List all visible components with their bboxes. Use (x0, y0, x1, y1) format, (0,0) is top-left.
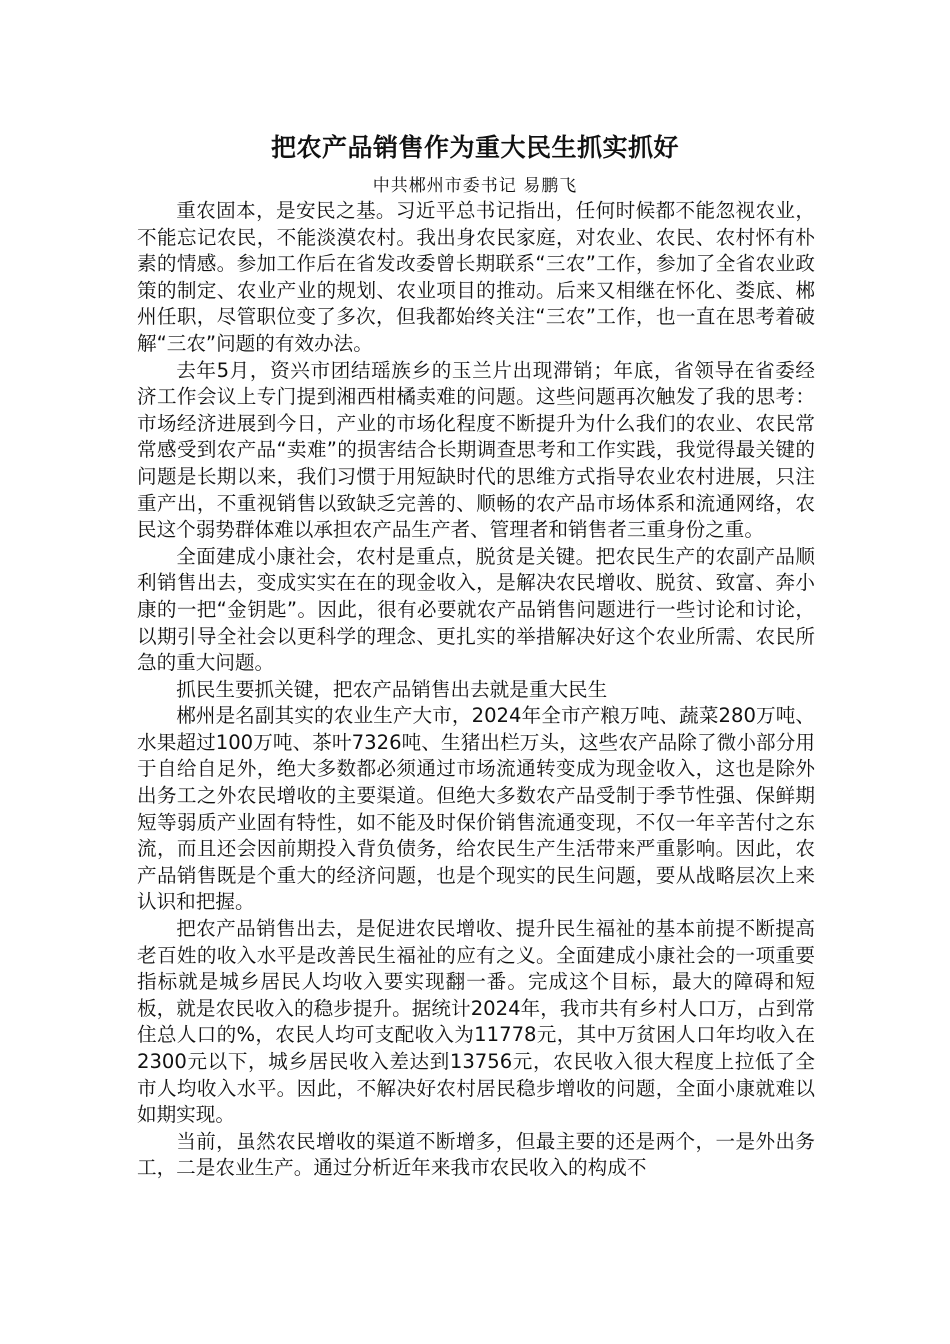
section-heading: 抓民生要抓关键，把农产品销售出去就是重大民生 (176, 677, 608, 701)
paragraph: 去年5月，资兴市团结瑶族乡的玉兰片出现滞销；年底，省领导在省委经济工作会议上专门提到湘西柑橘卖难的问题。这些问题再次触发了我的思考：市场经济进展到今日，产业的市场化程度不断提升为什么我们的农业、农民常常感受到农产品“卖难”的损害结合长期调查思考和工作实践，我觉得最关键的问题是长期以来，我们习惯于用短缺时代的思维方式指导农业农村进展，只注重产出，不重视销售以致缺乏完善的、顺畅的农产品市场体系和流通网络，农民这个弱势群体难以承担农产品生产者、管理者和销售者三重身份之重。 (137, 358, 815, 542)
paragraph: 全面建成小康社会，农村是重点，脱贫是关键。把农民生产的农副产品顺利销售出去，变成实实在在的现金收入，是解决农民增收、脱贫、致富、奔小康的一把“金钥匙”。因此，很有必要就农产品销售问题进行一些讨论和讨论，以期引导全社会以更科学的理念、更扎实的举措解决好这个农业所需、农民所急的重大问题。 (137, 544, 815, 675)
paragraph: 当前，虽然农民增收的渠道不断增多，但最主要的还是两个，一是外出务工，二是农业生产。通过分析近年来我市农民收入的构成不 (137, 1129, 815, 1180)
document-body (137, 198, 815, 1182)
paragraph: 把农产品销售出去，是促进农民增收、提升民生福祉的基本前提不断提高老百姓的收入水平是改善民生福祉的应有之义。全面建成小康社会的一项重要指标就是城乡居民人均收入要实现翻一番。完成这个目标，最大的障碍和短板，就是农民收入的稳步提升。据统计2024年，我市共有乡村人口万，占到常住总人口的%，农民人均可支配收入为11778元，其中万贫困人口年均收入在2300元以下，城乡居民收入差达到13756元，农民收入很大程度上拉低了全市人均收入水平。因此，不解决好农村居民稳步增收的问题，全面小康就难以如期实现。 (137, 917, 815, 1127)
document-title: 把农产品销售作为重大民生抓实抓好 (270, 133, 679, 162)
paragraph: 重农固本，是安民之基。习近平总书记指出，任何时候都不能忽视农业，不能忘记农民，不能淡漠农村。我出身农民家庭，对农业、农民、农村怀有朴素的情感。参加工作后在省发改委曾长期联系“三农”工作，参加了全省农业政策的制定、农业产业的规划、农业项目的推动。后来又相继在怀化、娄底、郴州任职，尽管职位变了多次，但我都始终关注“三农”工作，也一直在思考着破解“三农”问题的有效办法。 (137, 199, 815, 355)
author-byline: 中共郴州市委书记 易鹏飞 (372, 176, 578, 196)
paragraph: 郴州是名副其实的农业生产大市，2024年全市产粮万吨、蔬菜280万吨、水果超过100万吨、茶叶7326吨、生猪出栏万头，这些农产品除了微小部分用于自给自足外，绝大多数都必须通过市场流通转变成为现金收入，这也是除外出务工之外农民增收的主要渠道。但绝大多数农产品受制于季节性强、保鲜期短等弱质产业固有特性，如不能及时保价销售流通变现，不仅一年辛苦付之东流，而且还会因前期投入背负债务，给农民生产生活带来严重影响。因此，农产品销售既是个重大的经济问题，也是个现实的民生问题，要从战略层次上来认识和把握。 (137, 704, 815, 914)
